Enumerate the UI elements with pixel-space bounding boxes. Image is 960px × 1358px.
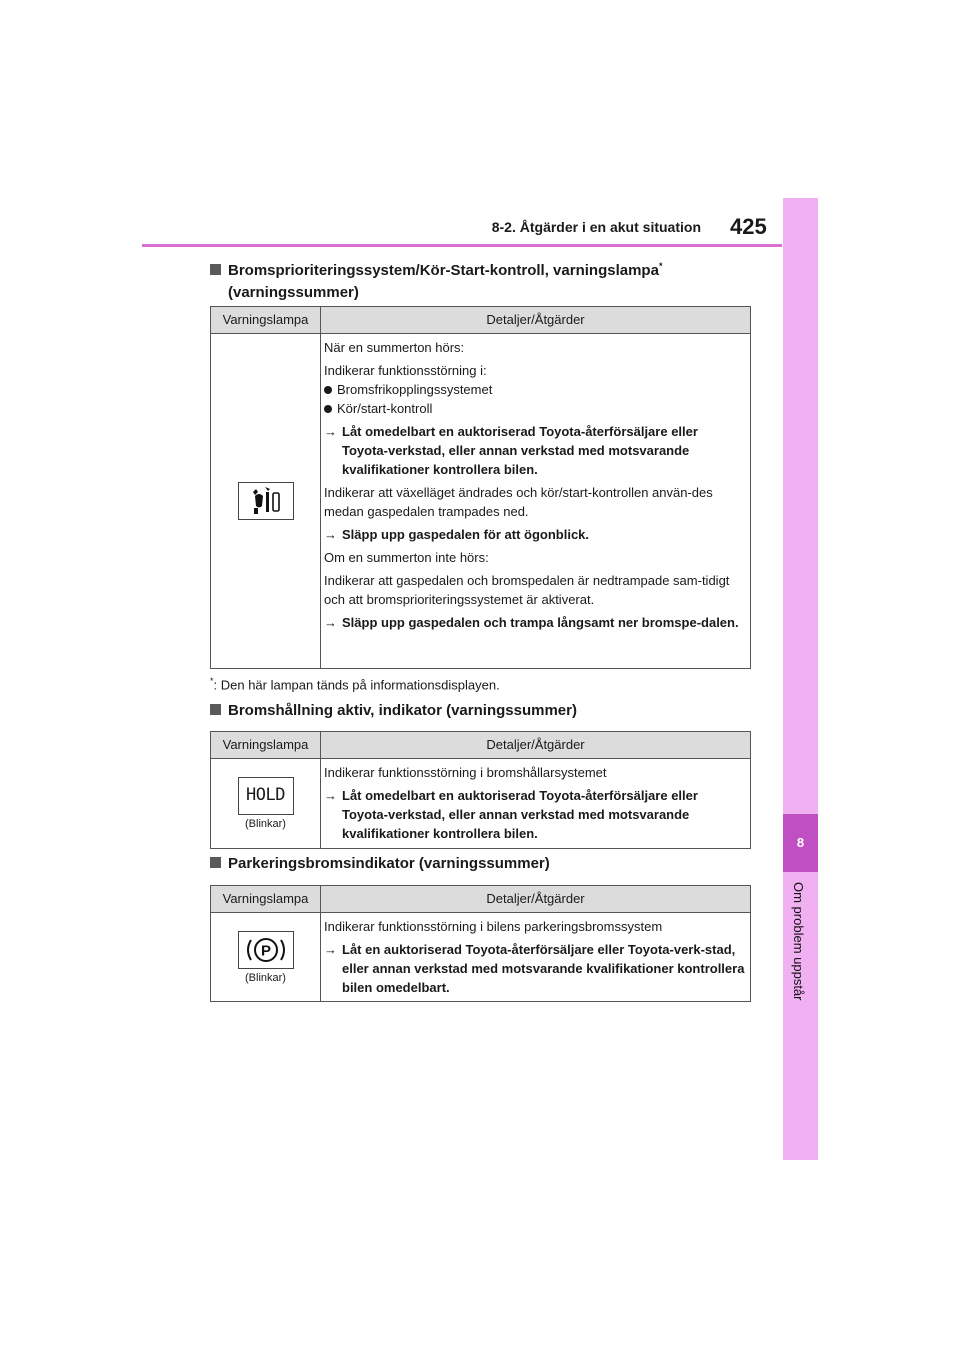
action-item bbox=[324, 525, 746, 544]
section-heading-brake-hold bbox=[210, 700, 577, 722]
table-header bbox=[211, 886, 750, 913]
text-line: Indikerar att gaspedalen och bromspedalen är nedtrampade sam-tidigt och att bromsprioriteringssystemet är aktiverat. bbox=[324, 573, 730, 607]
heading-text-cont: (varningssummer) bbox=[228, 284, 359, 301]
bullet-text: Kör/start-kontroll bbox=[337, 401, 433, 416]
warning-table-parking-brake bbox=[210, 885, 751, 1002]
details-cell bbox=[321, 334, 750, 668]
col-header-lamp: Varningslampa bbox=[211, 732, 321, 758]
arrow-icon: → bbox=[324, 527, 337, 542]
text-line: Indikerar funktionsstörning i bilens parkeringsbromssystem bbox=[324, 919, 663, 934]
heading-square-icon bbox=[210, 704, 221, 715]
col-header-lamp: Varningslampa bbox=[211, 307, 321, 333]
table-row bbox=[211, 913, 750, 1001]
col-header-details: Detaljer/Åtgärder bbox=[486, 312, 585, 327]
hold-icon bbox=[238, 777, 294, 815]
parking-brake-icon bbox=[238, 931, 294, 969]
heading-square-icon bbox=[210, 264, 221, 275]
footnote-text: : Den här lampan tänds på informationsdisplayen. bbox=[213, 677, 500, 693]
heading-text: Bromsprioriteringssystem/Kör-Start-kontroll, varningslampa bbox=[228, 262, 659, 279]
blink-caption: (Blinkar) bbox=[245, 818, 286, 830]
heading-text: Parkeringsbromsindikator (varningssummer) bbox=[228, 855, 550, 872]
footnote-mark: * bbox=[210, 676, 214, 686]
action-text: Släpp upp gaspedalen och trampa långsamt ner bromspe-dalen. bbox=[342, 615, 739, 630]
action-text: Låt omedelbart en auktoriserad Toyota-återförsäljare eller Toyota-verkstad, eller annan verkstad med motsvarande kvalifikationer kontrollera bilen. bbox=[342, 424, 698, 477]
col-header-details: Detaljer/Åtgärder bbox=[486, 737, 585, 752]
page-number: 425 bbox=[730, 214, 767, 239]
table-header bbox=[211, 732, 750, 759]
header-divider bbox=[142, 244, 782, 247]
section-heading-parking-brake bbox=[210, 853, 550, 875]
text-line: Om en summerton inte hörs: bbox=[324, 550, 489, 565]
footnote bbox=[210, 676, 500, 692]
arrow-icon: → bbox=[324, 942, 337, 957]
action-item bbox=[324, 422, 746, 479]
action-text: Släpp upp gaspedalen för att ögonblick. bbox=[342, 527, 590, 542]
bullet-text: Bromsfrikopplingssystemet bbox=[337, 382, 493, 397]
arrow-icon: → bbox=[324, 788, 337, 803]
action-item bbox=[324, 940, 746, 997]
arrow-icon: → bbox=[324, 615, 337, 630]
text-line: När en summerton hörs: bbox=[324, 340, 465, 355]
warning-table-brake-hold bbox=[210, 731, 751, 849]
table-header bbox=[211, 307, 750, 334]
heading-footnote-mark: * bbox=[658, 261, 663, 271]
hold-icon-text: HOLD bbox=[246, 785, 285, 805]
chapter-title bbox=[783, 882, 818, 1022]
bullet-item bbox=[324, 399, 746, 418]
action-item bbox=[324, 613, 746, 632]
text-line: Indikerar funktionsstörning i: bbox=[324, 363, 487, 378]
table-row bbox=[211, 334, 750, 668]
section-heading-brake-priority bbox=[210, 255, 662, 304]
table-row bbox=[211, 759, 750, 848]
heading-text: Bromshållning aktiv, indikator (varningssummer) bbox=[228, 702, 577, 719]
chapter-title-text: Om problem uppstår bbox=[791, 882, 806, 1001]
text-line: Indikerar att växelläget ändrades och kör/start-kontrollen använ-des medan gaspedalen trampades ned. bbox=[324, 485, 713, 519]
blink-caption: (Blinkar) bbox=[245, 971, 286, 984]
bullet-dot-icon bbox=[324, 386, 332, 394]
warning-table-brake-priority bbox=[210, 306, 751, 669]
action-item bbox=[324, 786, 746, 843]
text-line: Indikerar funktionsstörning i bromshållarsystemet bbox=[324, 765, 607, 780]
lamp-cell bbox=[211, 913, 321, 1001]
details-cell bbox=[321, 759, 750, 848]
action-text: Låt omedelbart en auktoriserad Toyota-återförsäljare eller Toyota-verkstad, eller annan verkstad med motsvarande kvalifikationer kontrollera bilen. bbox=[342, 788, 698, 841]
action-text: Låt en auktoriserad Toyota-återförsäljare eller Toyota-verk-stad, eller annan verkstad med motsvarande kvalifikationer kontrollera bilen omedelbart. bbox=[342, 942, 745, 995]
details-cell bbox=[321, 913, 750, 1001]
bullet-dot-icon bbox=[324, 405, 332, 413]
lamp-cell bbox=[211, 759, 321, 848]
col-header-lamp: Varningslampa bbox=[211, 886, 321, 912]
lamp-cell bbox=[211, 334, 321, 668]
pedal-warning-icon bbox=[238, 482, 294, 520]
arrow-icon: → bbox=[324, 424, 337, 439]
svg-text:P: P bbox=[260, 942, 271, 959]
col-header-details: Detaljer/Åtgärder bbox=[486, 891, 585, 906]
chapter-number: 8 bbox=[783, 814, 818, 872]
section-title: 8-2. Åtgärder i en akut situation bbox=[491, 219, 701, 235]
heading-square-icon bbox=[210, 857, 221, 868]
bullet-item bbox=[324, 380, 746, 399]
